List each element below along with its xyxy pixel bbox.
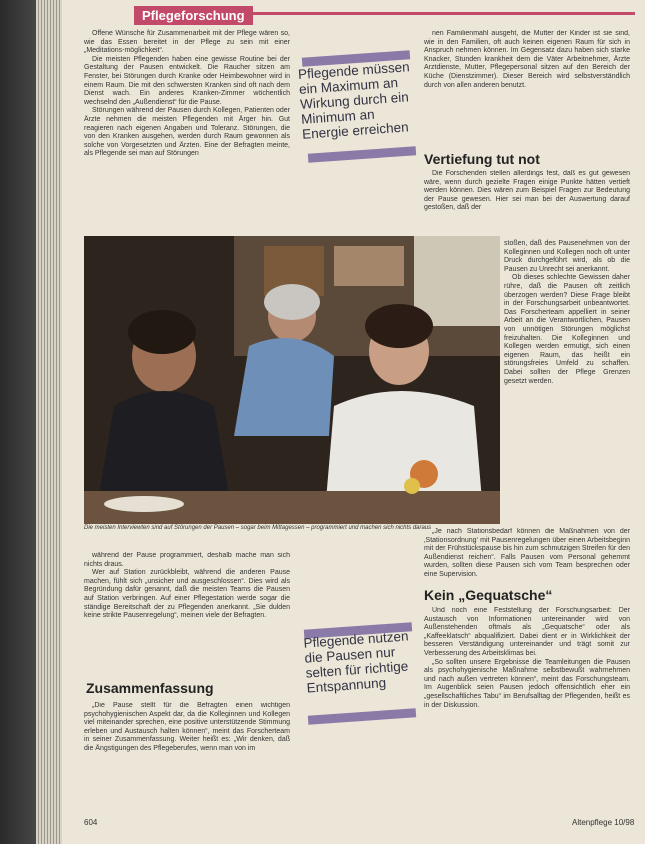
column-left-summary	[84, 702, 290, 810]
column-right-after-photo	[424, 528, 630, 584]
column-left-top	[84, 30, 290, 159]
pull-quote-2: Pflegende nutzen die Pausen nur selten für richtige Entspannung	[303, 628, 409, 696]
paragraph: Die Forschenden stellen allerdings fest, daß es gut gewesen wäre, wenn durch gezielte Fragen einige Punkte hätten vertieft werden können. Dies wären zum Beispiel Fragen zur Bedeutung der Pause gewesen. Hier sei man bei der Auswertung darauf gestoßen, daß der	[424, 170, 630, 212]
heading-zusammenfassung: Zusammenfassung	[86, 680, 214, 696]
paragraph: stoßen, daß des Pausenehmen von der Kolleginnen und Kollegen noch oft unter Druck durchgeführt wird, als ob die Pausen zu Unrecht sei anerkannt.	[504, 240, 630, 273]
magazine-issue: Altenpflege 10/98	[572, 818, 635, 827]
paragraph: nen Familienmahl ausgeht, die Mutter der Kinder ist sie sind, wie in den Familien, oft auch keinen eigenen Raum für sich in Anspruch nehmen können. Im Gegensatz dazu haben sich starke Knacker, Stunden krankheit dem die Väter Arbeitnehmer, Ärzte Arztdienste, Mutter, Pflegepersonal sitzen auf den Bereich der Küche (Dienstzimmer). Dieser Bereich wird selbstverständlich durch von allen anderen benutzt.	[424, 30, 630, 89]
paragraph: „Die Pause stellt für die Befragten einen wichtigen psychohygienischen Aspekt dar, da die Kolleginnen und Kollegen viel miteinander sprechen, eine positive unterstützende Stimmung erleben und Austausch halten können“, meint das Forscherteam in seiner Zusammenfassung. Weiter heißt es: „Wir denken, daß die Ängstigungen des Pflegeberufes, wenn man von im	[84, 702, 290, 752]
column-right-bottom	[424, 607, 630, 812]
heading-vertiefung: Vertiefung tut not	[424, 151, 540, 167]
paragraph: während der Pause programmiert, deshalb mache man sich nichts draus.	[84, 552, 290, 568]
paragraph: Ob dieses schlechte Gewissen daher rühre, daß die Pausen oft zeitlich überzogen werden? Diese Frage bleibt in der Forschungsarbeit unbeantwortet. Das Forscherteam appelliert in seiner Arbeit an die Verantwortlichen, Pausen von unnötigen Störungen möglichst freizuhalten. Die Kolleginnen und Kollegen werden ermutigt, sich einen eigenen Raum, das heißt ein störungsfreies Umfeld zu schaffen. Dabei sollten der Pflege Grenzen gesetzt werden.	[504, 274, 630, 385]
section-rule	[240, 12, 635, 15]
paragraph: Die meisten Pflegenden haben eine gewisse Routine bei der Gestaltung der Pausen entwickelt. Die Raucher sitzen am Fenster, bei Störungen durch Kranke oder Heimbewohner wird in einem Raum. Die mit den schwersten Kranken sind oft nach dem Dienst wach. Ein anderes Kranken-Zimmer wöchentlich wechselnd den „Außendienst“ für die Pause.	[84, 55, 290, 106]
pull-quote-1: Pflegende müssen ein Maximum an Wirkung durch ein Minimum an Energie erreichen	[297, 59, 411, 142]
column-left-bottom	[84, 552, 290, 670]
photo-nurses-break	[84, 236, 500, 524]
paragraph: „So sollten unsere Ergebnisse die Teamleitungen die Pausen als psychohygienische Maßnahme selbstbewußt wahrnehmen und nach außen vertreten können“, meint das Forschungsteam. Im Augenblick seien Pausen jedoch offensichtlich eher ein „gesellschaftliches Tabu“ im Berufsalltag der Pflegenden, heißt es in der Diskussion.	[424, 658, 630, 709]
column-right-mid	[424, 170, 630, 236]
page-number: 604	[84, 818, 98, 827]
paragraph: Störungen während der Pausen durch Kollegen, Patienten oder Ärzte nehmen die meisten Pflegenden mit Ärger hin. Gut reagieren nach eigenen Angaben und Toleranz. Störungen, die von den Kranken ausgehen, werden durch Raum gewonnen als solche von Vorgesetzten und Ärzten. Eine der Befragten meinte, als Pflegende sei man auf Störungen	[84, 107, 290, 158]
paragraph: Offene Wünsche für Zusammenarbeit mit der Pflege wären so, wie das Essen bereitet in der Pflege zu sein mit einer „Meditations-möglichkeit“.	[84, 30, 290, 55]
paragraph: Wer auf Station zurückbleibt, während die anderen Pause machen, fühlt sich „unsicher und ausgeschlossen“. Dies wird als Begründung dafür genannt, daß die meisten Teams die Pausen auf Station verbringen. Auf einer Pflegestation werde sogar die ständige Bereitschaft der zu Pflegenden anerkannt. „Sie dulden keine strikte Pausenregelung“, meinen viele der Befragten.	[84, 569, 290, 620]
photo-illustration	[84, 236, 500, 524]
section-tag: Pflegeforschung	[134, 6, 253, 25]
paragraph: Und noch eine Feststellung der Forschungsarbeit: Der Austausch von Informationen untereinander wird von Außenstehenden oftmals als „Gequatsche“ oder als „Kaffeeklatsch“ abqualifiziert. Dabei dient er in Wirklichkeit der besseren Verständigung untereinander und trägt somit zur Verbesserung des Arbeitsklimas bei.	[424, 607, 630, 657]
paragraph: „Je nach Stationsbedarf können die Maßnahmen von der ‚Stationsordnung‘ mit Pausenregelungen über einen Arbeitsbeginn mit der Frühstückspause bis hin zum schmutzigen Streifen für den Außendienst reichen“. Falls Pausen vom Personal gehemmt wurden, sollten diese Pausen sich vom Team besprechen oder eine Supervision.	[424, 528, 630, 578]
column-right-wrap	[504, 240, 630, 386]
column-right-top	[424, 30, 630, 145]
heading-gequatsche: Kein „Gequatsche“	[424, 587, 553, 603]
photo-caption: Die meisten Interviewten sind auf Störungen der Pausen – sogar beim Mittagessen – programmiert und machen sich nichts daraus	[84, 525, 432, 531]
